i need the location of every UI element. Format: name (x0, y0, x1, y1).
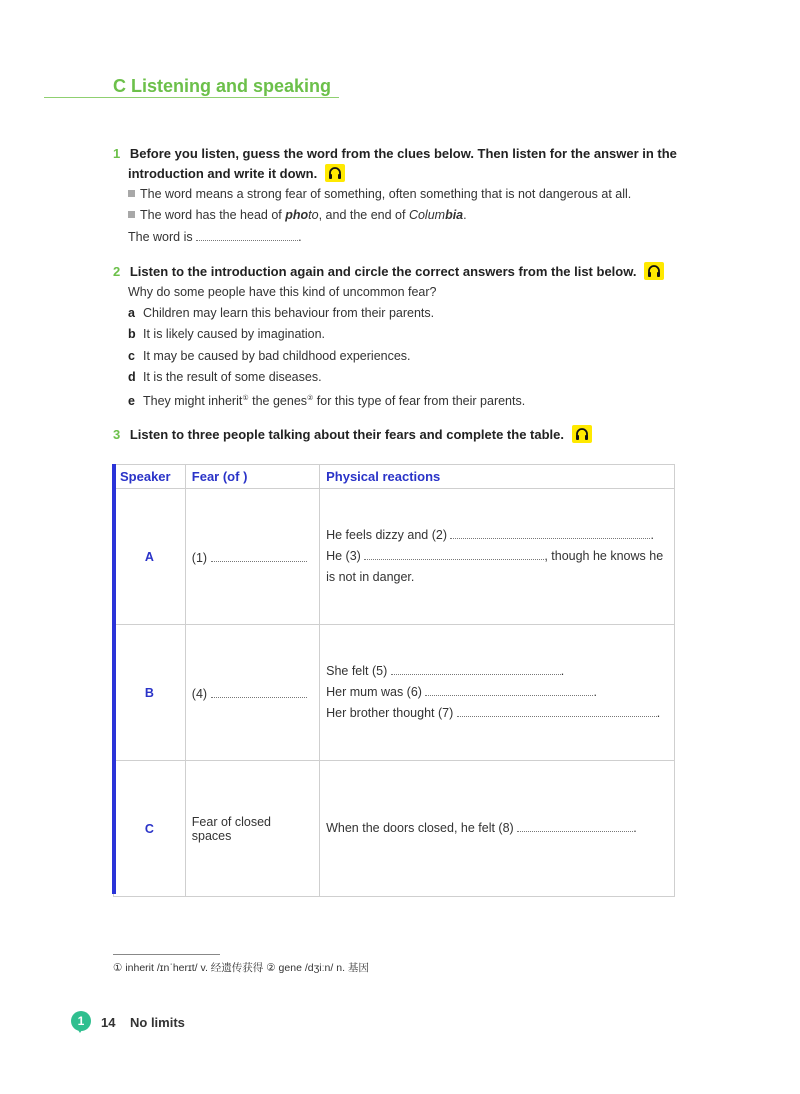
blank-6[interactable] (425, 683, 593, 696)
blank-2[interactable] (450, 526, 650, 539)
option-c: c It may be caused by bad childhood experiences. (128, 348, 411, 363)
blank-5[interactable] (391, 662, 561, 675)
question-1 (113, 144, 693, 248)
section-title: C Listening and speaking (113, 76, 332, 96)
option-b: b It is likely caused by imagination. (128, 327, 326, 342)
fears-table (113, 464, 675, 897)
reactions-cell: She felt (5) . Her mum was (6) . Her brother thought (7) . (320, 625, 675, 761)
speaker-cell: A (114, 489, 186, 625)
question-prompt: Before you listen, guess the word from the clues below. Then listen for the answer in the (129, 146, 677, 161)
answer-line: The word is . (128, 230, 302, 244)
blank-4[interactable] (211, 685, 307, 698)
page-number: 14 (101, 1015, 116, 1030)
footnote-rule (113, 954, 220, 955)
question-text: Why do some people have this kind of uncommon fear? (128, 285, 437, 299)
headphones-icon (572, 425, 592, 443)
clue-1: The word means a strong fear of something, often something that is not dangerous at all. (140, 187, 632, 201)
section-rule (44, 97, 339, 98)
fear-cell: (1) (185, 489, 319, 625)
option-a: a Children may learn this behaviour from their parents. (128, 306, 435, 320)
question-2 (113, 262, 693, 413)
speaker-cell: C (114, 761, 186, 897)
answer-blank[interactable] (196, 228, 298, 241)
clue-2: The word has the head of photo, and the end of Columbia. (113, 205, 693, 226)
header-fear: Fear (of ) (185, 465, 319, 489)
question-number: 1 (113, 146, 121, 161)
bullet-icon (128, 211, 135, 218)
question-number: 3 (113, 427, 121, 442)
unit-badge: 1 (71, 1011, 91, 1031)
unit-badge-tail (76, 1027, 84, 1033)
speaker-cell: B (114, 625, 186, 761)
option-e: e They might inherit① the genes② for this type of fear from their parents. (128, 394, 526, 409)
option-d: d It is the result of some diseases. (128, 369, 322, 384)
footnote: ① inherit /ɪnˈherɪt/ v. 经遗传获得 ② gene /dʒiːn/ n. 基因 (113, 962, 369, 974)
header-reactions: Physical reactions (320, 465, 675, 489)
footnote-ref-1: ① (242, 395, 249, 403)
question-prompt: Listen to the introduction again and circle the correct answers from the list below. (129, 264, 637, 279)
table-accent-bar (112, 464, 116, 894)
question-prompt-cont: introduction and write it down. (128, 166, 318, 181)
question-prompt: Listen to three people talking about their fears and complete the table. (129, 427, 564, 442)
unit-title: No limits (130, 1015, 185, 1030)
table-row-b (114, 625, 675, 761)
question-number: 2 (113, 264, 121, 279)
blank-3[interactable] (364, 547, 544, 560)
fear-cell: (4) (185, 625, 319, 761)
headphones-icon (644, 262, 664, 280)
reactions-cell: When the doors closed, he felt (8) . (320, 761, 675, 897)
table-row-c (114, 761, 675, 897)
bullet-icon (128, 190, 135, 197)
fear-cell: Fear of closed spaces (185, 761, 319, 897)
headphones-icon (325, 164, 345, 182)
blank-7[interactable] (457, 704, 657, 717)
reactions-cell: He feels dizzy and (2) . He (3) , though he knows he is not in danger. (320, 489, 675, 625)
blank-1[interactable] (211, 549, 307, 562)
blank-8[interactable] (517, 819, 633, 832)
footnote-ref-2: ② (307, 395, 314, 403)
header-speaker: Speaker (114, 465, 186, 489)
table-row-a (114, 489, 675, 625)
question-3 (113, 425, 592, 445)
